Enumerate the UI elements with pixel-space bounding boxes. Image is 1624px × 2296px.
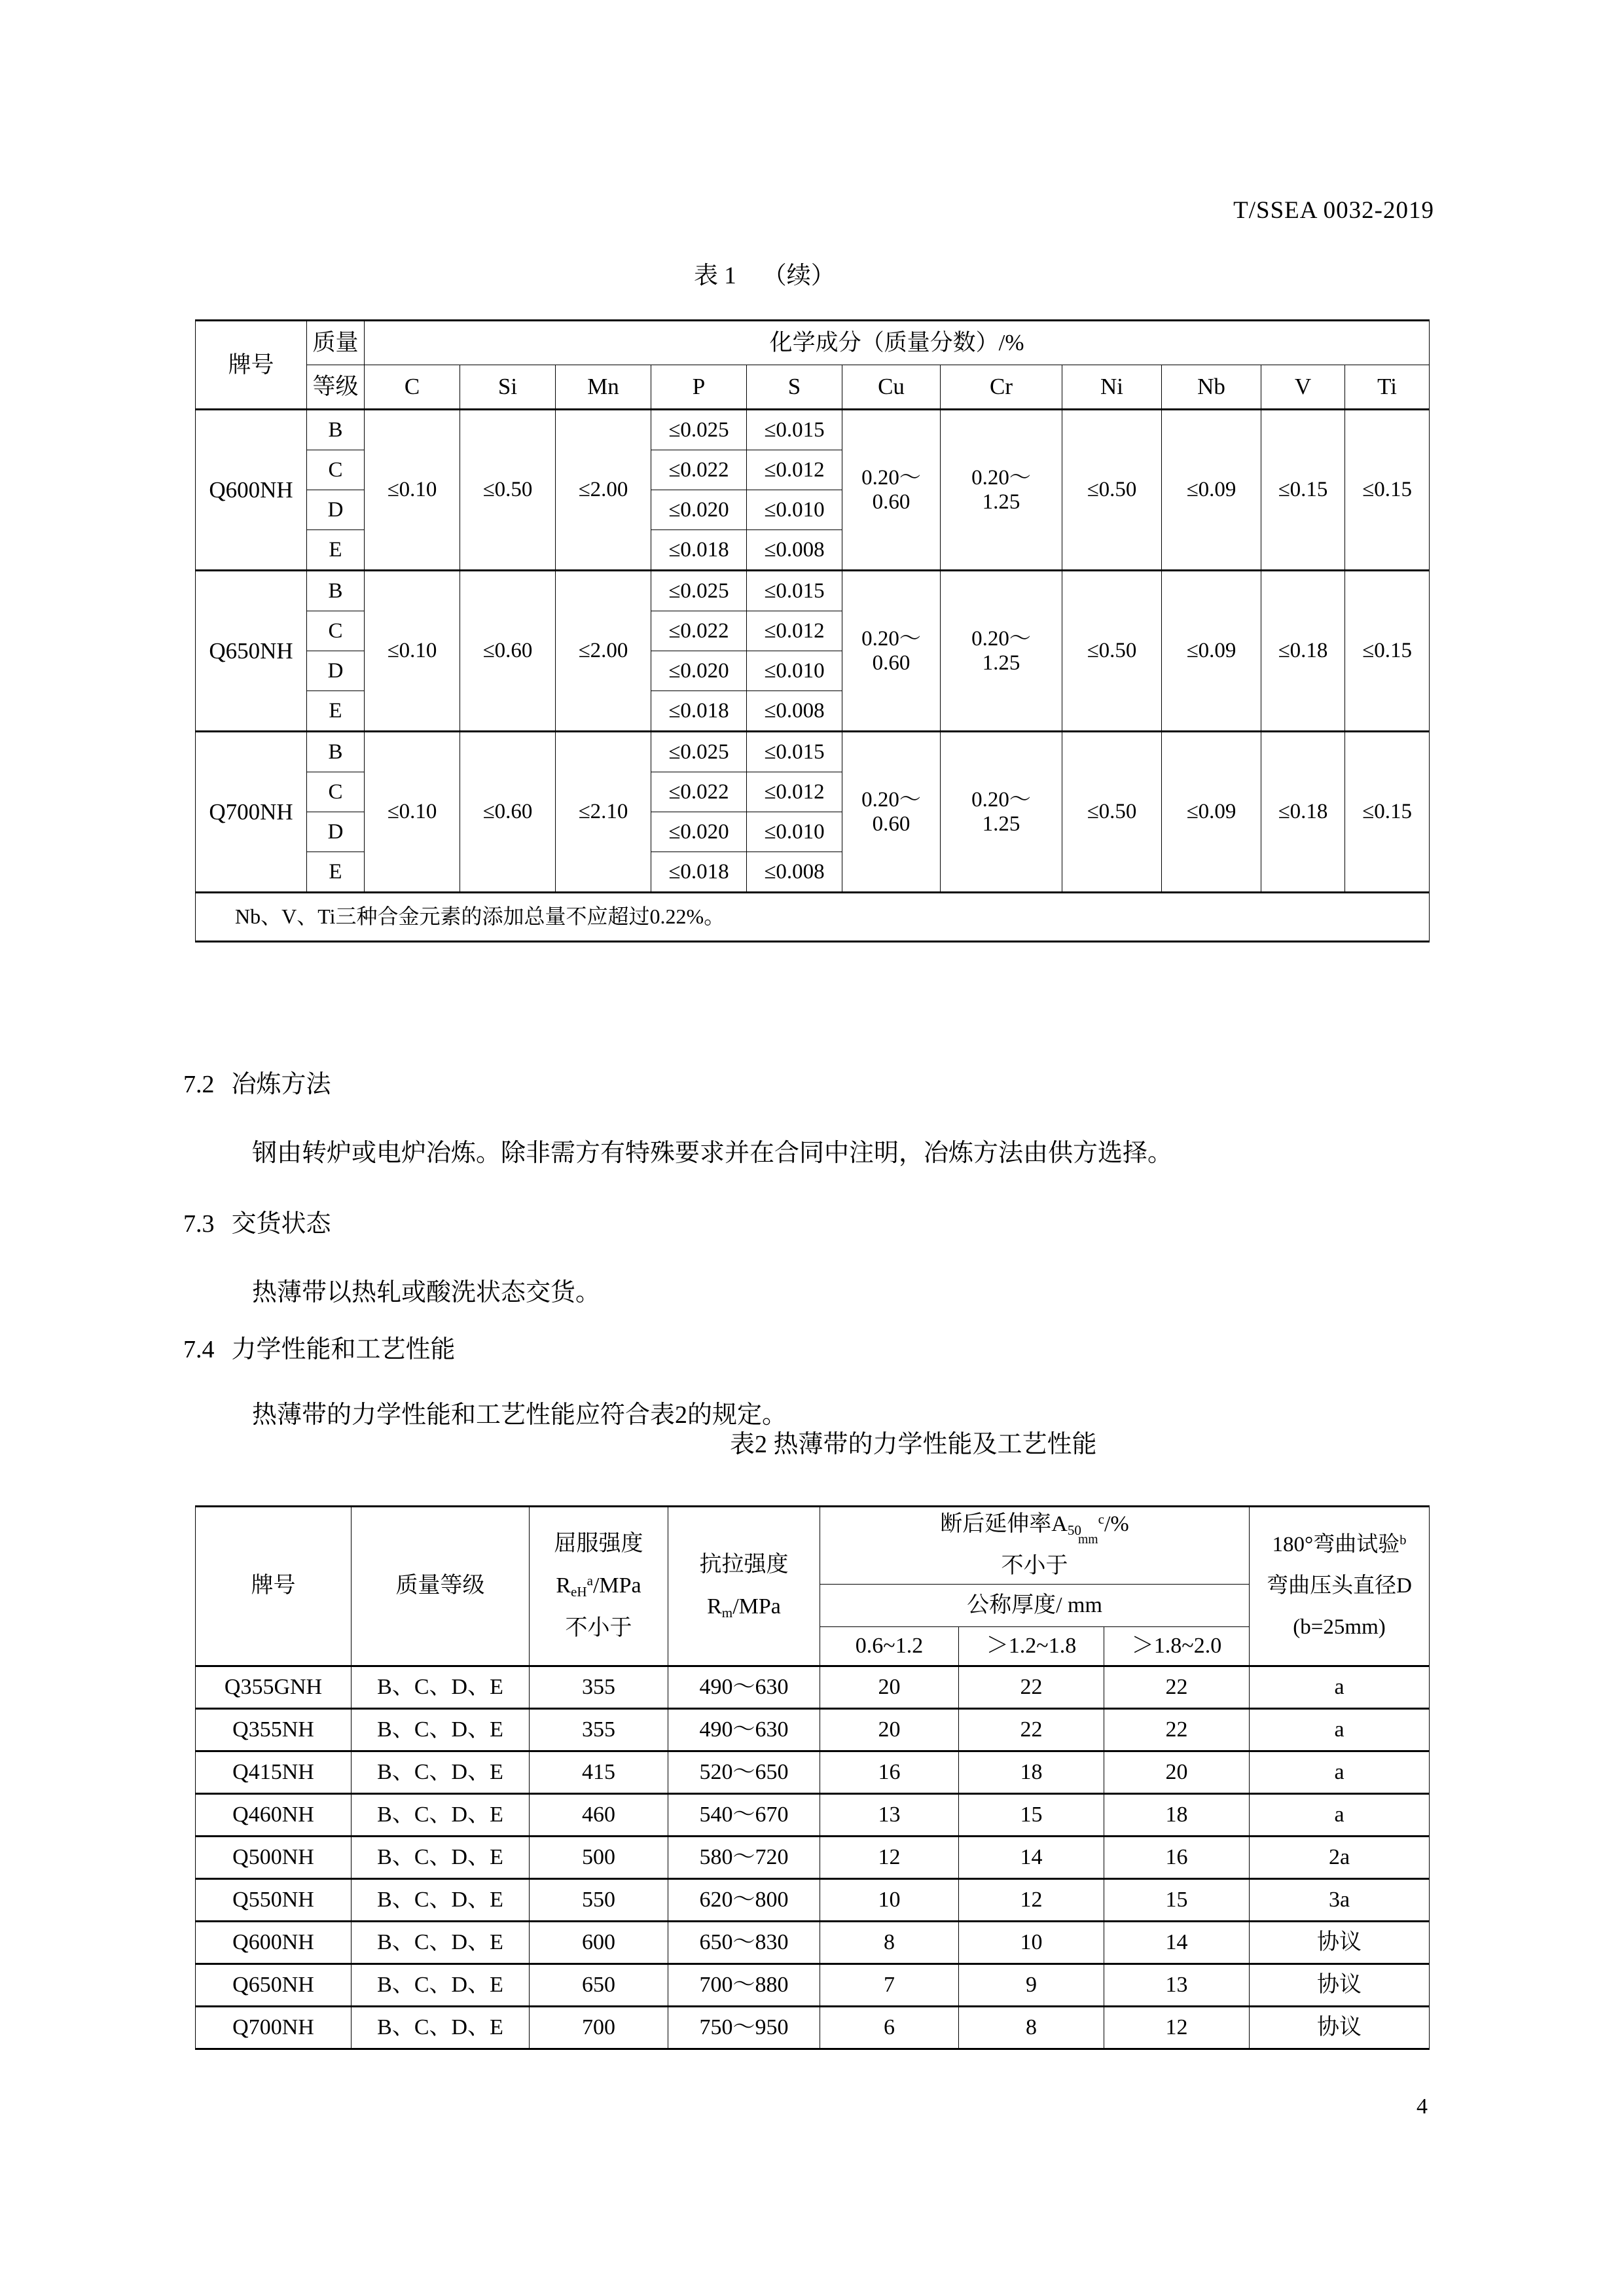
table2-header-nominal-thickness: 公称厚度/ mm (820, 1584, 1250, 1626)
table1-quality-level: C (307, 450, 365, 490)
table1-quality-level: B (307, 571, 365, 611)
table1-value-cr (941, 410, 1062, 571)
table1-value-cr (941, 732, 1062, 893)
section-body-7-3: 热薄带以热轧或酸洗状态交货。 (252, 1279, 601, 1306)
table2-header-elongation (820, 1507, 1250, 1585)
table1-header-quality-line2: 等级 (307, 365, 365, 410)
table2-bend: a (1250, 1751, 1430, 1793)
section-number-7-4: 7.4 (183, 1336, 215, 1363)
table2-bend: 协议 (1250, 1921, 1430, 1964)
table1-value-cr-min: 0.20～ (971, 787, 1031, 812)
table1-header-element-nb: Nb (1162, 365, 1261, 410)
table1-row (196, 732, 1430, 772)
table1-value-s: ≤0.012 (747, 772, 842, 812)
table2-elong-3: 16 (1104, 1836, 1250, 1878)
table1-value-cr-min: 0.20～ (971, 465, 1031, 490)
table1-value-s: ≤0.008 (747, 530, 842, 571)
table1-quality-level: E (307, 530, 365, 571)
table2-quality: B、C、D、E (352, 1666, 530, 1708)
table2-elong-2: 15 (959, 1793, 1104, 1836)
table1-header-element-ni: Ni (1062, 365, 1162, 410)
table1-value-cu-max: 0.60 (872, 812, 911, 836)
table2-yield: 600 (530, 1921, 668, 1964)
table1-value-s: ≤0.012 (747, 450, 842, 490)
table1-value-c: ≤0.10 (365, 732, 460, 893)
table2-header-bend-test (1250, 1507, 1430, 1666)
table2-tensile: 620～800 (668, 1878, 820, 1921)
table1-quality-level: D (307, 812, 365, 852)
table1-quality-level: D (307, 651, 365, 691)
table-row (196, 1751, 1430, 1793)
table1-value-nb: ≤0.09 (1162, 571, 1261, 732)
table2-header-thickness-range-1: 0.6~1.2 (820, 1626, 959, 1666)
table2-yield: 650 (530, 1964, 668, 2006)
table2-tensile: 520～650 (668, 1751, 820, 1793)
table2-header-tensile-strength (668, 1507, 820, 1666)
table2-bend: 协议 (1250, 2006, 1430, 2049)
table1-grade-q700nh: Q700NH (196, 732, 307, 893)
table-row (196, 1878, 1430, 1921)
table1-grade-q600nh: Q600NH (196, 410, 307, 571)
table1-header-element-si: Si (460, 365, 556, 410)
section-heading-7-2 (183, 1064, 331, 1100)
table1-header-element-cr: Cr (941, 365, 1062, 410)
section-number-7-3: 7.3 (183, 1210, 215, 1238)
table2-elong-1: 10 (820, 1878, 959, 1921)
table2-header-bend-diameter: 弯曲压头直径D (1267, 1574, 1412, 1598)
table1-quality-level: E (307, 691, 365, 732)
table1-footnote-row (196, 893, 1430, 942)
table2-quality: B、C、D、E (352, 1921, 530, 1964)
table2-header-bend-line1: 180°弯曲试验$^b$ (1272, 1533, 1407, 1557)
table2-elong-1: 20 (820, 1666, 959, 1708)
table1-value-ni: ≤0.50 (1062, 571, 1162, 732)
table1-value-p: ≤0.022 (651, 611, 747, 651)
table1-header-grade: 牌号 (196, 321, 307, 410)
table2-elong-2: 9 (959, 1964, 1104, 2006)
table1-value-s: ≤0.008 (747, 691, 842, 732)
table2-bend: a (1250, 1793, 1430, 1836)
table1-value-p: ≤0.025 (651, 571, 747, 611)
table2-quality: B、C、D、E (352, 1878, 530, 1921)
table1-quality-level: B (307, 410, 365, 450)
table2-header-tensile-label: 抗拉强度 (699, 1552, 789, 1577)
table1-value-p: ≤0.025 (651, 410, 747, 450)
table1-quality-level: E (307, 852, 365, 893)
table1-value-si: ≤0.50 (460, 410, 556, 571)
table2-grade: Q700NH (196, 2006, 352, 2049)
section-title-7-4: 力学性能和工艺性能 (231, 1336, 456, 1363)
table1-value-ti: ≤0.15 (1345, 732, 1430, 893)
section-heading-7-4 (183, 1329, 456, 1365)
table1-value-si: ≤0.60 (460, 732, 556, 893)
table1-header-element-s: S (747, 365, 842, 410)
table1-value-p: ≤0.018 (651, 691, 747, 732)
table2-quality: B、C、D、E (352, 1708, 530, 1751)
table1-value-cr-max: 1.25 (982, 490, 1020, 514)
table2-tensile: 750～950 (668, 2006, 820, 2049)
table2-header-yield-symbol: $R_{eH}^a$/MPa (556, 1573, 641, 1600)
table1-header-composition: 化学成分（质量分数）/% (365, 321, 1430, 365)
table2-elong-3: 20 (1104, 1751, 1250, 1793)
table2-elong-2: 12 (959, 1878, 1104, 1921)
table2-header-thickness-range-2: ＞1.2~1.8 (959, 1626, 1104, 1666)
table1-value-p: ≤0.020 (651, 490, 747, 530)
table1-value-cr (941, 571, 1062, 732)
table1-chemical-composition (195, 319, 1430, 942)
section-body-7-4: 热薄带的力学性能和工艺性能应符合表2的规定。 (252, 1401, 787, 1429)
section-title-7-2: 冶炼方法 (231, 1071, 331, 1098)
table2-header-bend-width: (b=25mm) (1293, 1615, 1386, 1639)
table1-footnote: Nb、V、Ti三种合金元素的添加总量不应超过0.22%。 (196, 893, 1430, 942)
table2-elong-3: 15 (1104, 1878, 1250, 1921)
table1-quality-level: B (307, 732, 365, 772)
table1-value-s: ≤0.015 (747, 732, 842, 772)
table2-elong-2: 22 (959, 1666, 1104, 1708)
table2-yield: 415 (530, 1751, 668, 1793)
section-title-7-3: 交货状态 (231, 1210, 331, 1238)
table1-value-s: ≤0.010 (747, 490, 842, 530)
table2-header-tensile-symbol: $R_m$/MPa (707, 1594, 781, 1621)
table1-value-cu-max: 0.60 (872, 490, 911, 514)
table2-elong-2: 10 (959, 1921, 1104, 1964)
table2-yield: 460 (530, 1793, 668, 1836)
table2-yield: 355 (530, 1666, 668, 1708)
table2-bend: 协议 (1250, 1964, 1430, 2006)
table2-header-elongation-minimum: 不小于 (1001, 1554, 1068, 1579)
table2-grade: Q355NH (196, 1708, 352, 1751)
table2-elong-2: 14 (959, 1836, 1104, 1878)
table1-caption (694, 255, 835, 291)
table2-header-elongation-symbol: 断后延伸率$A_{50mm}^c/\%$ (940, 1511, 1129, 1547)
table2-grade: Q650NH (196, 1964, 352, 2006)
table2-elong-1: 20 (820, 1708, 959, 1751)
table2-quality: B、C、D、E (352, 1751, 530, 1793)
table1-value-s: ≤0.010 (747, 651, 842, 691)
table1-value-si: ≤0.60 (460, 571, 556, 732)
table1-header-element-cu: Cu (842, 365, 941, 410)
table1-value-cu-min: 0.20～ (861, 626, 921, 651)
table1-value-cu (842, 571, 941, 732)
table2-elong-1: 6 (820, 2006, 959, 2049)
table1-header-quality-line1: 质量 (307, 321, 365, 365)
table2-quality: B、C、D、E (352, 2006, 530, 2049)
table2-grade: Q550NH (196, 1878, 352, 1921)
table1-value-s: ≤0.012 (747, 611, 842, 651)
table1-value-ti: ≤0.15 (1345, 410, 1430, 571)
table2-header-yield-label: 屈服强度 (554, 1531, 643, 1556)
table1-value-nb: ≤0.09 (1162, 410, 1261, 571)
table2-elong-3: 13 (1104, 1964, 1250, 2006)
table2-caption: 表2 热薄带的力学性能及工艺性能 (730, 1431, 1097, 1458)
table2-mechanical-properties (195, 1505, 1430, 2050)
table2-grade: Q500NH (196, 1836, 352, 1878)
table2-elong-3: 22 (1104, 1708, 1250, 1751)
table2-bend: a (1250, 1666, 1430, 1708)
table2-header-grade: 牌号 (196, 1507, 352, 1666)
table1-value-p: ≤0.018 (651, 530, 747, 571)
table2-elong-2: 18 (959, 1751, 1104, 1793)
table1-value-s: ≤0.008 (747, 852, 842, 893)
table1-value-mn: ≤2.00 (556, 410, 651, 571)
table1-value-c: ≤0.10 (365, 571, 460, 732)
table1-value-cr-max: 1.25 (982, 651, 1020, 675)
table1-row (196, 571, 1430, 611)
table1-value-p: ≤0.022 (651, 772, 747, 812)
table1-header-element-mn: Mn (556, 365, 651, 410)
table2-header-yield-strength (530, 1507, 668, 1666)
table1-value-p: ≤0.020 (651, 651, 747, 691)
table1-quality-level: C (307, 772, 365, 812)
page-header-standard-code: T/SSEA 0032-2019 (1233, 197, 1434, 224)
table1-row (196, 410, 1430, 450)
table2-yield: 700 (530, 2006, 668, 2049)
table1-caption-continued: （续） (762, 262, 835, 289)
table1-value-p: ≤0.025 (651, 732, 747, 772)
table2-quality: B、C、D、E (352, 1964, 530, 2006)
table1-header-element-v: V (1261, 365, 1345, 410)
table2-grade: Q600NH (196, 1921, 352, 1964)
table1-value-s: ≤0.010 (747, 812, 842, 852)
table2-yield: 355 (530, 1708, 668, 1751)
table2-header-yield-minimum: 不小于 (565, 1615, 632, 1640)
table2-header-quality: 质量等级 (352, 1507, 530, 1666)
table-row (196, 1836, 1430, 1878)
table1-value-cu (842, 410, 941, 571)
table-row (196, 2006, 1430, 2049)
table1-value-v: ≤0.18 (1261, 732, 1345, 893)
table2-elong-2: 22 (959, 1708, 1104, 1751)
table1-value-s: ≤0.015 (747, 410, 842, 450)
table1-quality-level: C (307, 611, 365, 651)
table1-value-p: ≤0.022 (651, 450, 747, 490)
table2-tensile: 580～720 (668, 1836, 820, 1878)
table1-value-mn: ≤2.10 (556, 732, 651, 893)
table2-yield: 500 (530, 1836, 668, 1878)
table-row (196, 1921, 1430, 1964)
table2-elong-3: 12 (1104, 2006, 1250, 2049)
table2-bend: 2a (1250, 1836, 1430, 1878)
table2-elong-1: 7 (820, 1964, 959, 2006)
table1-value-cu-min: 0.20～ (861, 465, 921, 490)
table1-header-element-c: C (365, 365, 460, 410)
table1-value-p: ≤0.018 (651, 852, 747, 893)
table1-value-ni: ≤0.50 (1062, 410, 1162, 571)
table-row (196, 1708, 1430, 1751)
table1-value-p: ≤0.020 (651, 812, 747, 852)
table2-quality: B、C、D、E (352, 1793, 530, 1836)
table2-bend: 3a (1250, 1878, 1430, 1921)
table2-header-thickness-range-3: ＞1.8~2.0 (1104, 1626, 1250, 1666)
table1-quality-level: D (307, 490, 365, 530)
section-number-7-2: 7.2 (183, 1071, 215, 1098)
table-row (196, 1964, 1430, 2006)
table2-elong-3: 14 (1104, 1921, 1250, 1964)
table1-value-cu-max: 0.60 (872, 651, 911, 675)
table1-header-element-ti: Ti (1345, 365, 1430, 410)
table1-value-cr-max: 1.25 (982, 812, 1020, 836)
table2-bend: a (1250, 1708, 1430, 1751)
table2-grade: Q415NH (196, 1751, 352, 1793)
table1-caption-label: 表 1 (694, 262, 736, 289)
table2-elong-1: 8 (820, 1921, 959, 1964)
table1-value-cu (842, 732, 941, 893)
table2-tensile: 490～630 (668, 1666, 820, 1708)
table1-header-element-p: P (651, 365, 747, 410)
table1-value-mn: ≤2.00 (556, 571, 651, 732)
table2-elong-2: 8 (959, 2006, 1104, 2049)
table-row (196, 1793, 1430, 1836)
table2-tensile: 490～630 (668, 1708, 820, 1751)
table2-grade: Q460NH (196, 1793, 352, 1836)
table2-tensile: 650～830 (668, 1921, 820, 1964)
section-heading-7-3 (183, 1203, 331, 1239)
table2-tensile: 700～880 (668, 1964, 820, 2006)
table2-elong-1: 16 (820, 1751, 959, 1793)
table2-elong-3: 22 (1104, 1666, 1250, 1708)
table-row (196, 1666, 1430, 1708)
table2-elong-1: 13 (820, 1793, 959, 1836)
table2-quality: B、C、D、E (352, 1836, 530, 1878)
table2-elong-3: 18 (1104, 1793, 1250, 1836)
table1-value-nb: ≤0.09 (1162, 732, 1261, 893)
table2-elong-1: 12 (820, 1836, 959, 1878)
section-body-7-2: 钢由转炉或电炉冶炼。除非需方有特殊要求并在合同中注明，冶炼方法由供方选择。 (252, 1139, 1173, 1167)
table1-value-v: ≤0.15 (1261, 410, 1345, 571)
table1-value-v: ≤0.18 (1261, 571, 1345, 732)
table1-value-cu-min: 0.20～ (861, 787, 921, 812)
table1-value-c: ≤0.10 (365, 410, 460, 571)
table2-yield: 550 (530, 1878, 668, 1921)
table2-tensile: 540～670 (668, 1793, 820, 1836)
table1-value-s: ≤0.015 (747, 571, 842, 611)
table2-grade: Q355GNH (196, 1666, 352, 1708)
page-number: 4 (1416, 2094, 1428, 2119)
table1-grade-q650nh: Q650NH (196, 571, 307, 732)
table1-value-ni: ≤0.50 (1062, 732, 1162, 893)
table1-value-ti: ≤0.15 (1345, 571, 1430, 732)
table1-value-cr-min: 0.20～ (971, 626, 1031, 651)
